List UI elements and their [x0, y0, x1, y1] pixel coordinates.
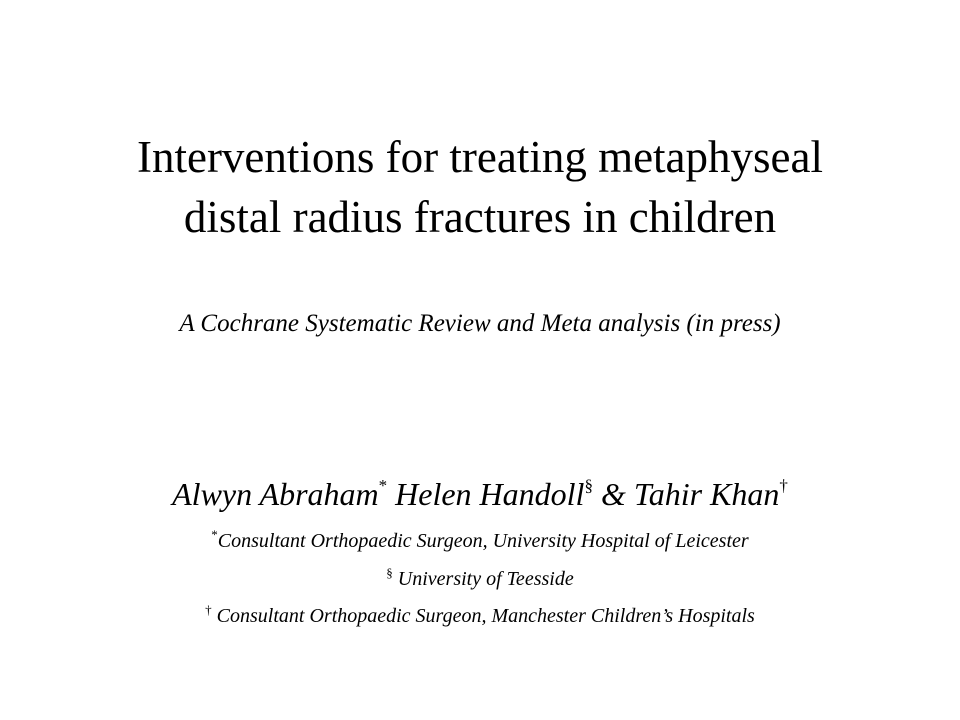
affiliation-mark: † — [205, 602, 212, 617]
affiliation — [20, 602, 940, 630]
affiliation-mark: * — [211, 527, 218, 542]
author-separator — [387, 476, 395, 512]
affiliation — [20, 565, 940, 593]
affiliation — [20, 527, 940, 555]
author-name: Helen Handoll — [395, 476, 585, 512]
author-list — [20, 472, 940, 516]
affiliation-text: Consultant Orthopaedic Surgeon, Manchester Children’s Hospitals — [216, 605, 755, 627]
affiliation-mark: § — [386, 565, 393, 580]
author-name: Tahir Khan — [633, 476, 780, 512]
slide-subtitle: A Cochrane Systematic Review and Meta analysis (in press) — [179, 310, 781, 337]
title-line-2: distal radius fractures in children — [183, 192, 777, 242]
title-line-1: Interventions for treating metaphyseal — [136, 132, 823, 182]
affiliation-text: Consultant Orthopaedic Surgeon, University Hospital of Leicester — [217, 530, 749, 552]
author-mark: § — [584, 476, 593, 495]
author-separator: & — [592, 476, 634, 512]
author-mark: † — [779, 476, 788, 495]
author-mark: * — [378, 476, 388, 495]
slide-title — [20, 127, 940, 247]
affiliation-text: University of Teesside — [397, 568, 574, 590]
author-name: Alwyn Abraham — [172, 476, 379, 512]
